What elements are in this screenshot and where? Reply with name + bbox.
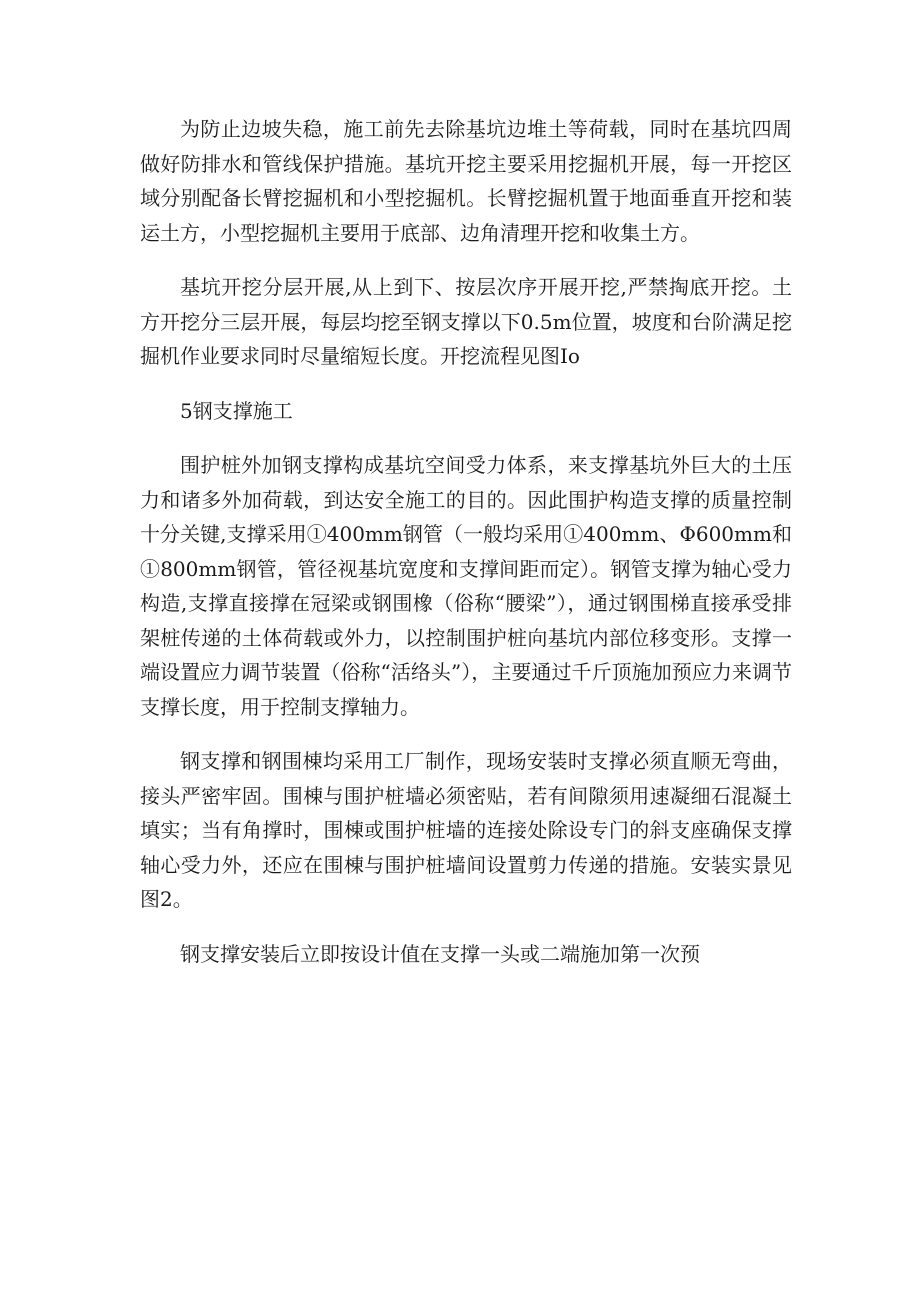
paragraph-fabrication-installation: 钢支撑和钢围棟均采用工厂制作，现场安装时支撑必须直顺无弯曲，接头严密牢固。围棟与围护桩墙必须密贴，若有间隙须用速凝细石混凝土填实；当有角撑时，围棟或围护桩墙的连接处除设专门的斜支座确保支撑轴心受力外，还应在围棟与围护桩墙间设置剪力传递的措施。安装实景见图2。 <box>140 749 792 911</box>
document-body <box>140 112 792 991</box>
paragraph-slope-stability: 为防止边坡失稳，施工前先去除基坑边堆土等荷载，同时在基坑四周做好防排水和管线保护措施。基坑开挖主要采用挖掘机开展，每一开挖区域分别配备长臂挖掘机和小型挖掘机。长臂挖掘机置于地面垂直开挖和装运土方，小型挖掘机主要用于底部、边角清理开挖和收集土方。 <box>140 117 792 245</box>
paragraph-layered-excavation: 基坑开挖分层开展,从上到下、按层次序开展开挖,严禁掏底开挖。土方开挖分三层开展，每层均挖至钢支撑以下0.5m位置，坡度和台阶满足挖掘机作业要求同时尽量缩短长度。开挖流程见图Io <box>140 275 792 368</box>
paragraph-support-system: 围护桩外加钢支撑构成基坑空间受力体系，来支撑基坑外巨大的土压力和诸多外加荷载，到达安全施工的目的。因此围护构造支撑的质量控制十分关键,支撑采用①400mm钢管（一般均采用①400mm、Φ600mm和①800mm钢管，管径视基坑宽度和支撑间距而定）。钢管支撑为轴心受力构造,支撑直接撑在冠梁或钢围橡（俗称“腰梁”），通过钢围梯直接承受排架桩传递的土体荷载或外力，以控制围护桩向基坑内部位移变形。支撑一端设置应力调节装置（俗称“活络头”），主要通过千斤顶施加预应力来调节支撑长度，用于控制支撑轴力。 <box>140 453 792 719</box>
paragraph-prestress: 钢支撑安装后立即按设计值在支撑一头或二端施加第一次预 <box>180 941 700 966</box>
section-heading-steel-support: 5钢支撑施工 <box>180 398 293 423</box>
